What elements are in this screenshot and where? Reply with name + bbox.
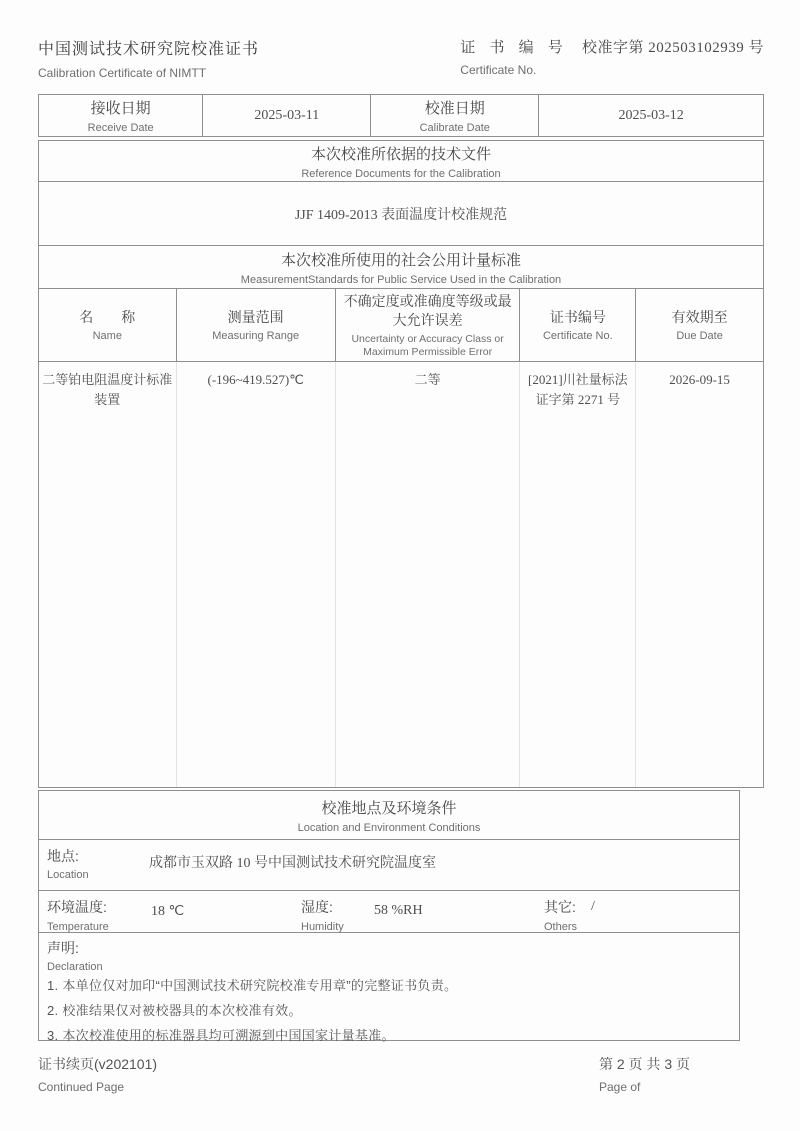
column-header-uncertainty-en: Uncertainty or Accuracy Class or Maximum Permissible Error	[351, 332, 504, 358]
location-label	[47, 846, 89, 881]
column-header-due-en: Due Date	[676, 330, 723, 342]
footer-left-cn: 证书续页(v202101)	[38, 1056, 158, 1072]
declaration-item-1: 1. 本单位仅对加印“中国测试技术研究院校准专用章”的完整证书负责。	[47, 978, 458, 993]
calibrate-date-value-cell	[539, 95, 763, 136]
certificate-number-value: 校准字第 202503102939 号	[581, 40, 764, 56]
standard-due-cell	[636, 362, 763, 787]
location-label-en: Location	[47, 869, 89, 881]
column-header-range-en: Measuring Range	[212, 330, 300, 342]
certificate-number-label-en: Certificate No.	[460, 63, 537, 77]
temperature-label-en: Temperature	[47, 921, 109, 933]
column-header-certno-cn: 证书编号	[549, 309, 606, 325]
column-header-range	[177, 289, 336, 361]
humidity-group	[301, 897, 344, 933]
environment-title-cn: 校准地点及环境条件	[321, 799, 457, 817]
standard-uncertainty: 二等	[414, 372, 441, 387]
others-value: /	[591, 899, 595, 914]
standard-range: (-196~419.527)℃	[207, 372, 304, 387]
humidity-label-en: Humidity	[301, 921, 344, 933]
doc-title-block	[38, 36, 259, 80]
footer-page-number-en: Page of	[598, 1080, 641, 1094]
standards-section-header	[38, 245, 764, 289]
others-group	[544, 897, 577, 933]
declaration-row	[38, 932, 740, 1041]
environment-section-header	[38, 790, 740, 840]
reference-document-text: JJF 1409-2013 表面温度计校准规范	[294, 207, 508, 223]
declaration-item-3: 3. 本次校准使用的标准器具均可溯源到中国国家计量基准。	[47, 1028, 395, 1043]
reference-section-header	[38, 140, 764, 182]
standards-title-cn: 本次校准所使用的社会公用计量标准	[280, 251, 521, 269]
others-label-en: Others	[544, 921, 578, 933]
humidity-value: 58 %RH	[374, 903, 423, 918]
column-header-uncertainty-cn: 不确定度或准确度等级或最大允许误差	[343, 292, 512, 328]
others-label-cn: 其它:	[544, 899, 576, 915]
humidity-label-cn: 湿度:	[301, 899, 333, 915]
receive-date-label-cell	[39, 95, 203, 136]
standard-certno: [2021]川社量标法证字第 2271 号	[528, 372, 628, 407]
standards-title-en: MeasurementStandards for Public Service Used in the Calibration	[240, 273, 562, 286]
environment-conditions-row	[38, 890, 740, 933]
receive-date-value-cell	[203, 95, 371, 136]
column-header-certno	[520, 289, 636, 361]
declaration-title-en: Declaration	[47, 961, 103, 973]
column-header-range-cn: 测量范围	[227, 309, 284, 325]
doc-title-cn: 中国测试技术研究院校准证书	[38, 41, 260, 58]
certificate-number-block	[460, 36, 764, 77]
standard-name-cell	[39, 362, 177, 787]
doc-header	[38, 36, 764, 86]
dates-table	[38, 94, 764, 137]
doc-footer	[38, 1054, 764, 1094]
doc-title-en: Calibration Certificate of NIMTT	[38, 66, 207, 80]
calibrate-date-label-en: Calibrate Date	[419, 122, 490, 134]
column-header-uncertainty	[336, 289, 521, 361]
standard-name: 二等铂电阻温度计标准装置	[42, 372, 173, 407]
temperature-group	[47, 897, 109, 933]
receive-date-label-en: Receive Date	[87, 122, 154, 134]
reference-title-en: Reference Documents for the Calibration	[301, 167, 501, 180]
standard-certno-cell	[520, 362, 636, 787]
standards-table-header	[38, 288, 764, 362]
location-row	[38, 839, 740, 891]
declaration-title-cn: 声明:	[47, 940, 79, 956]
standards-table-row	[38, 361, 764, 788]
column-header-certno-en: Certificate No.	[542, 330, 613, 342]
footer-page-number	[599, 1054, 690, 1094]
column-header-name	[39, 289, 177, 361]
footer-page-number-cn: 第 2 页 共 3 页	[598, 1056, 690, 1072]
environment-title-en: Location and Environment Conditions	[297, 821, 481, 834]
certificate-number-label-cn: 证 书 编 号	[460, 39, 568, 56]
receive-date-value: 2025-03-11	[254, 107, 320, 123]
standard-range-cell	[177, 362, 336, 787]
reference-document-cell	[38, 181, 764, 246]
declaration-item-2: 2. 校准结果仅对被校器具的本次校准有效。	[47, 1003, 302, 1018]
environment-section	[38, 790, 740, 1041]
temperature-value: 18 ℃	[151, 904, 185, 919]
footer-left-en: Continued Page	[38, 1080, 125, 1094]
standard-due: 2026-09-15	[669, 372, 730, 387]
footer-left	[38, 1054, 157, 1094]
receive-date-label-cn: 接收日期	[90, 100, 151, 117]
calibrate-date-label-cn: 校准日期	[424, 100, 485, 117]
column-header-due	[636, 289, 763, 361]
column-header-name-en: Name	[92, 330, 122, 342]
calibrate-date-label-cell	[371, 95, 539, 136]
temperature-label-cn: 环境温度:	[47, 899, 107, 915]
location-label-cn: 地点:	[47, 848, 79, 864]
reference-title-cn: 本次校准所依据的技术文件	[310, 145, 491, 163]
standard-uncertainty-cell	[336, 362, 521, 787]
column-header-name-cn: 名 称	[79, 309, 136, 325]
column-header-due-cn: 有效期至	[671, 309, 728, 325]
location-value: 成都市玉双路 10 号中国测试技术研究院温度室	[149, 856, 436, 871]
calibrate-date-value: 2025-03-12	[618, 107, 684, 123]
